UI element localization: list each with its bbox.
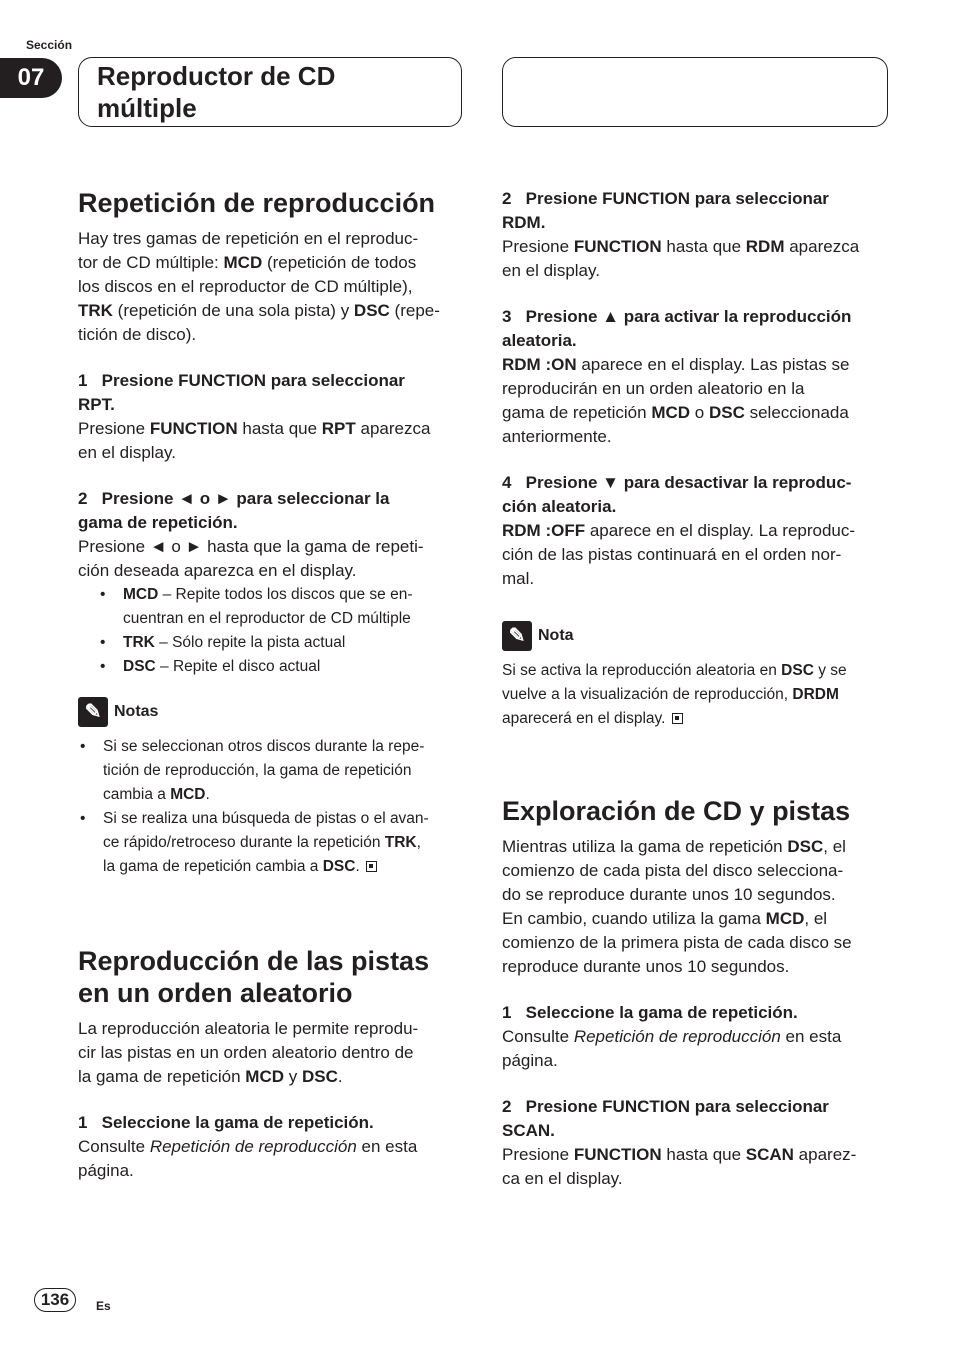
page-number: 136	[34, 1288, 76, 1312]
heading-scan: Exploración de CD y pistas	[502, 796, 851, 826]
random-step1-body: Consulte Repetición de reproducción en esta página.	[78, 1137, 418, 1180]
note-pencil-icon: ✎	[78, 697, 108, 727]
note-item: • Si se realiza una búsqueda de pistas o el avan- ce rápido/retroceso durante la repetición TRK, la gama de repetición cambia a DSC.	[78, 807, 466, 879]
random-step4-body: RDM :OFF aparece en el display. La reproduc- ción de las pistas continuará en el orden nor- mal.	[502, 521, 856, 588]
repeat-step1-title: 1 Presione FUNCTION para seleccionar RPT.	[78, 371, 405, 414]
list-item: • MCD – Repite todos los discos que se en- cuentran en el reproductor de CD múltiple	[98, 583, 466, 631]
random-step2-body: Presione FUNCTION hasta que RDM aparezca en el display.	[502, 237, 860, 280]
repeat-range-list	[98, 583, 466, 679]
random-step4-title: 4 Presione ▼ para desactivar la reproduc- ción aleatoria.	[502, 473, 852, 516]
scan-step1-title: 1 Seleccione la gama de repetición.	[502, 1003, 798, 1022]
scan-step2-body: Presione FUNCTION hasta que SCAN aparez- ca en el display.	[502, 1145, 857, 1188]
chapter-title-box	[78, 57, 462, 127]
end-of-section-icon	[366, 861, 377, 872]
note-pencil-icon: ✎	[502, 621, 532, 651]
random-intro: La reproducción aleatoria le permite reprodu- cir las pistas en un orden aleatorio dentro de la gama de repetición MCD y DSC.	[78, 1019, 419, 1086]
repeat-step2-body: Presione ◄ o ► hasta que la gama de repeti- ción deseada aparezca en el display.	[78, 537, 424, 580]
note-item: • Si se seleccionan otros discos durante la repe- tición de reproducción, la gama de repetición cambia a MCD.	[78, 735, 466, 807]
section-label: Sección	[26, 38, 73, 52]
note-header: ✎ Nota	[502, 621, 890, 651]
repeat-step1-body: Presione FUNCTION hasta que RPT aparezca en el display.	[78, 419, 431, 462]
list-item: • TRK – Sólo repite la pista actual	[98, 631, 466, 655]
end-of-section-icon	[672, 713, 683, 724]
chapter-title-line2: múltiple	[97, 93, 197, 123]
random-step2-title: 2 Presione FUNCTION para seleccionar RDM.	[502, 189, 829, 232]
language-code: Es	[96, 1299, 111, 1313]
scan-intro: Mientras utiliza la gama de repetición DSC, el comienzo de cada pista del disco selecciona- do se reproduce durante unos 10 segundos. En cambio, cuando utiliza la gama MCD, el comienzo de la primera pista de cada disco se reproduce durante unos 10 segundos.	[502, 837, 852, 976]
scan-step2-title: 2 Presione FUNCTION para seleccionar SCAN.	[502, 1097, 829, 1140]
repeat-step2-title: 2 Presione ◄ o ► para seleccionar la gama de repetición.	[78, 489, 390, 532]
heading-random: Reproducción de las pistas en un orden aleatorio	[78, 946, 430, 1008]
random-step3-body: RDM :ON aparece en el display. Las pistas se reproducirán en un orden aleatorio en la gama de repetición MCD o DSC seleccionada anteriormente.	[502, 355, 850, 446]
random-step3-title: 3 Presione ▲ para activar la reproducción aleatoria.	[502, 307, 852, 350]
section-number-badge: 07	[0, 58, 62, 98]
chapter-title-line1: Reproductor de CD	[97, 61, 336, 91]
list-item: • DSC – Repite el disco actual	[98, 655, 466, 679]
random-note: Si se activa la reproducción aleatoria en DSC y se vuelve a la visualización de reproducción, DRDM aparecerá en el display.	[502, 662, 847, 727]
left-column	[78, 187, 466, 1183]
notes-list	[78, 735, 466, 879]
heading-repeat: Repetición de reproducción	[78, 188, 436, 218]
random-step1-title: 1 Seleccione la gama de repetición.	[78, 1113, 374, 1132]
notes-header: ✎ Notas	[78, 697, 466, 727]
scan-step1-body: Consulte Repetición de reproducción en esta página.	[502, 1027, 842, 1070]
repeat-intro: Hay tres gamas de repetición en el reproduc- tor de CD múltiple: MCD (repetición de todos los discos en el reproductor de CD múltiple), TRK (repetición de una sola pista) y DSC (repe- tición de disco).	[78, 229, 440, 344]
empty-header-box	[502, 57, 888, 127]
right-column	[502, 187, 890, 1191]
